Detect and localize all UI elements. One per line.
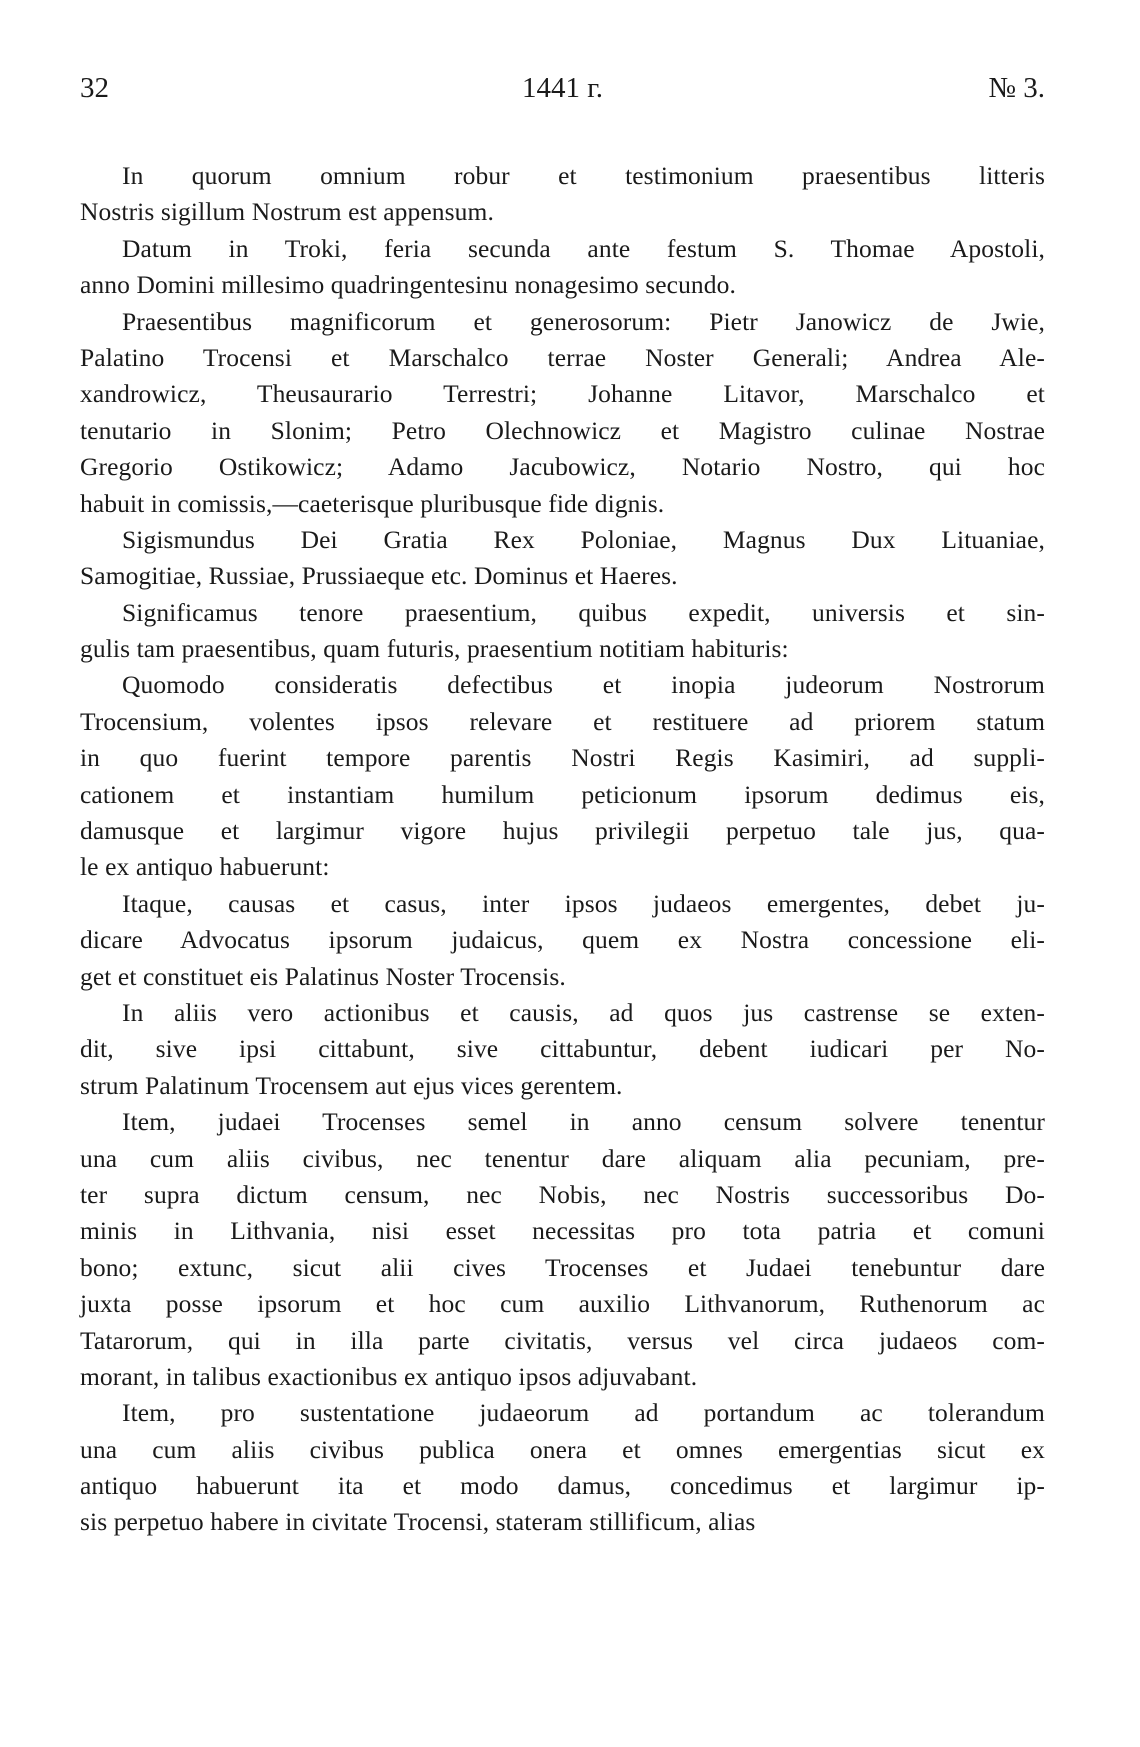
text-line: Trocensium, volentes ipsos relevare et restituere ad priorem statum	[80, 706, 1045, 736]
paragraph	[80, 231, 1045, 304]
text-line: In quorum omnium robur et testimonium praesentibus litteris	[122, 161, 1045, 190]
text-line: Tatarorum, qui in illa parte civitatis, versus vel circa judaeos com-	[80, 1325, 1045, 1355]
text-line: get et constituet eis Palatinus Noster Trocensis.	[80, 961, 566, 991]
paragraph	[80, 1104, 1045, 1395]
text-line: minis in Lithvania, nisi esset necessitas pro tota patria et comuni	[80, 1216, 1045, 1246]
text-line: Gregorio Ostikowicz; Adamo Jacubowicz, Notario Nostro, qui hoc	[80, 452, 1045, 482]
text-line: Praesentibus magnificorum et generosorum: Pietr Janowicz de Jwie,	[122, 306, 1045, 336]
text-line: habuit in comissis,—caeterisque pluribusque fide dignis.	[80, 488, 665, 518]
text-line: Significamus tenore praesentium, quibus expedit, universis et sin-	[122, 597, 1045, 627]
text-line: xandrowicz, Theusaurario Terrestri; Johanne Litavor, Marschalco et	[80, 379, 1045, 409]
document-number: № 3.	[988, 72, 1045, 104]
text-line: ter supra dictum censum, nec Nobis, nec Nostris successoribus Do-	[80, 1179, 1045, 1209]
text-line: juxta posse ipsorum et hoc cum auxilio Lithvanorum, Ruthenorum ac	[80, 1289, 1045, 1319]
text-line: Item, judaei Trocenses semel in anno censum solvere tenentur	[122, 1107, 1045, 1137]
body-text	[80, 158, 1045, 1541]
text-line: Sigismundus Dei Gratia Rex Poloniae, Magnus Dux Lituaniae,	[122, 524, 1045, 554]
text-line: Datum in Troki, feria secunda ante festum S. Thomae Apostoli,	[122, 233, 1045, 263]
text-line: Palatino Trocensi et Marschalco terrae Noster Generali; Andrea Ale-	[80, 342, 1045, 372]
text-line: una cum aliis civibus publica onera et omnes emergentias sicut ex	[80, 1434, 1045, 1464]
text-line: In aliis vero actionibus et causis, ad quos jus castrense se exten-	[122, 997, 1045, 1027]
paragraph	[80, 522, 1045, 595]
page-number: 32	[80, 72, 109, 104]
text-line: dicare Advocatus ipsorum judaicus, quem ex Nostra concessione eli-	[80, 925, 1045, 955]
text-line: cationem et instantiam humilum peticionum ipsorum dedimus eis,	[80, 779, 1045, 809]
text-line: le ex antiquo habuerunt:	[80, 852, 330, 882]
text-line: antiquo habuerunt ita et modo damus, concedimus et largimur ip-	[80, 1471, 1045, 1501]
text-line: strum Palatinum Trocensem aut ejus vices gerentem.	[80, 1070, 623, 1100]
text-line: tenutario in Slonim; Petro Olechnowicz et Magistro culinae Nostrae	[80, 415, 1045, 445]
text-line: Nostris sigillum Nostrum est appensum.	[80, 197, 494, 227]
paragraph	[80, 304, 1045, 522]
text-line: gulis tam praesentibus, quam futuris, praesentium notitiam habituris:	[80, 634, 789, 664]
text-line: una cum aliis civibus, nec tenentur dare aliquam alia pecuniam, pre-	[80, 1143, 1045, 1173]
paragraph	[80, 595, 1045, 668]
running-head	[80, 68, 1045, 108]
text-line: anno Domini millesimo quadringentesinu nonagesimo secundo.	[80, 270, 736, 300]
document-year: 1441 г.	[521, 72, 604, 104]
text-line: Quomodo consideratis defectibus et inopia judeorum Nostrorum	[122, 670, 1045, 700]
paragraph	[80, 886, 1045, 995]
text-line: dit, sive ipsi cittabunt, sive cittabuntur, debent iudicari per No-	[80, 1034, 1045, 1064]
text-line: morant, in talibus exactionibus ex antiquo ipsos adjuvabant.	[80, 1361, 698, 1391]
text-line: Itaque, causas et casus, inter ipsos judaeos emergentes, debet ju-	[122, 888, 1045, 918]
paragraph	[80, 667, 1045, 885]
text-line: bono; extunc, sicut alii cives Trocenses et Judaei tenebuntur dare	[80, 1252, 1045, 1282]
text-line: in quo fuerint tempore parentis Nostri Regis Kasimiri, ad suppli-	[80, 743, 1045, 773]
text-line: Item, pro sustentatione judaeorum ad portandum ac tolerandum	[122, 1398, 1045, 1428]
paragraph	[80, 1395, 1045, 1541]
text-line: damusque et largimur vigore hujus privilegii perpetuo tale jus, qua-	[80, 816, 1045, 846]
paragraph	[80, 995, 1045, 1104]
paragraph	[80, 158, 1045, 231]
text-line: Samogitiae, Russiae, Prussiaeque etc. Dominus et Haeres.	[80, 561, 678, 591]
text-line: sis perpetuo habere in civitate Trocensi, stateram stillificum, alias	[80, 1507, 756, 1537]
